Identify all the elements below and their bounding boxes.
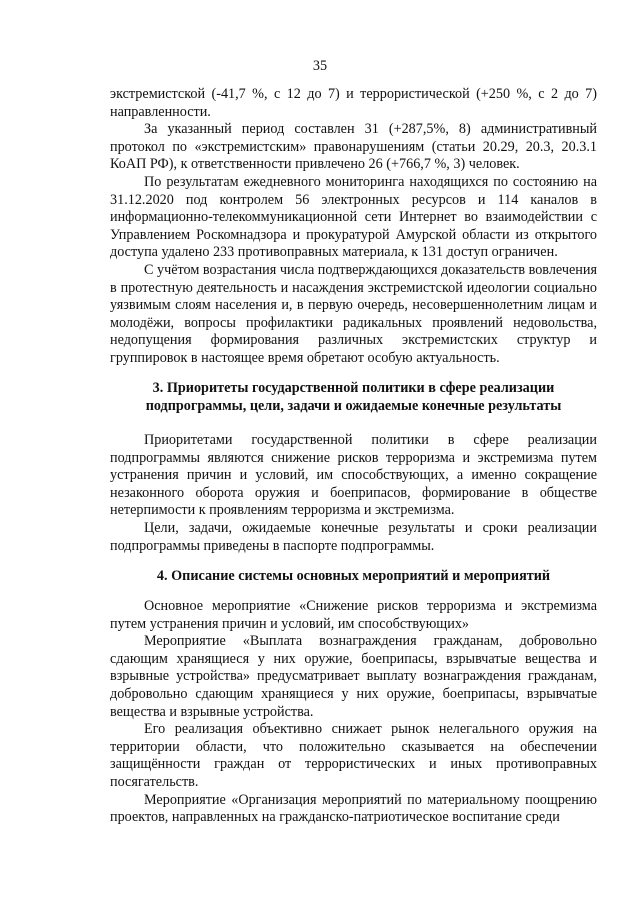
paragraph: Цели, задачи, ожидаемые конечные результаты и сроки реализации подпрограммы приведены в паспорте подпрограммы. — [110, 519, 597, 554]
page-number: 35 — [312, 58, 328, 74]
section-heading-line: подпрограммы, цели, задачи и ожидаемые конечные результаты — [145, 397, 562, 414]
paragraph: Мероприятие «Выплата вознаграждения гражданам, добровольно сдающим хранящиеся у них оружие, боеприпасы, взрывчатые вещества и взрывные устройства» предусматривает выплату вознаграждения гражданам, добровольно сдающим хранящиеся у них оружие, боеприпасы, взрывчатые вещества и взрывные устройства. — [110, 633, 597, 720]
paragraph: По результатам ежедневного мониторинга находящихся по состоянию на 31.12.2020 под контролем 56 электронных ресурсов и 114 каналов в информационно-телекоммуникационной сети Интернет во взаимодействии с Управлением Роскомнадзора и прокуратурой Амурской области из открытого доступа удалено 233 противоправных материала, к 131 доступ ограничен. — [110, 173, 597, 261]
paragraph: Основное мероприятие «Снижение рисков терроризма и экстремизма путем устранения причин и условий, им способствующих» — [110, 598, 597, 632]
section-4-heading — [110, 568, 597, 586]
paragraph: Мероприятие «Организация мероприятий по материальному поощрению проектов, направленных на гражданско-патриотическое воспитание среди — [110, 791, 597, 826]
paragraph: экстремистской (-41,7 %, с 12 до 7) и террористической (+250 %, с 2 до 7) направленности. — [110, 86, 597, 120]
section-3-body — [110, 432, 597, 555]
section-heading-line: 3. Приоритеты государственной политики в сфере реализации — [152, 380, 555, 396]
intro-text — [110, 86, 597, 368]
paragraph: Приоритетами государственной политики в сфере реализации подпрограммы являются снижение рисков терроризма и экстремизма путем устранения причин и условий, им способствующих, а именно сокращение незаконного оборота оружия и боеприпасов, формирование в обществе нетерпимости к проявлениям терроризма и экстремизма. — [110, 432, 597, 519]
section-heading-line: 4. Описание системы основных мероприятий и мероприятий — [156, 568, 551, 584]
paragraph: Его реализация объективно снижает рынок нелегального оружия на территории области, что положительно сказывается на обеспечении защищённости граждан от террористических и иных противоправных посягательств. — [110, 721, 597, 790]
paragraph: С учётом возрастания числа подтверждающихся доказательств вовлечения в протестную деятельность и насаждения экстремистской идеологии социально уязвимым слоям населения и, в первую очередь, несовершеннолетним лицам и молодёжи, вопросы профилактики радикальных проявлений недовольства, недопущения формирования различных экстремистских структур и группировок в настоящее время обретают особую актуальность. — [110, 261, 597, 366]
paragraph: За указанный период составлен 31 (+287,5%, 8) административный протокол по «экстремистским» правонарушениям (статьи 20.29, 20.3, 20.3.1 КоАП РФ), к ответственности привлечено 26 (+766,7 %, 3) человек. — [110, 121, 597, 173]
section-4-body — [110, 598, 597, 827]
section-3-heading — [110, 380, 597, 415]
